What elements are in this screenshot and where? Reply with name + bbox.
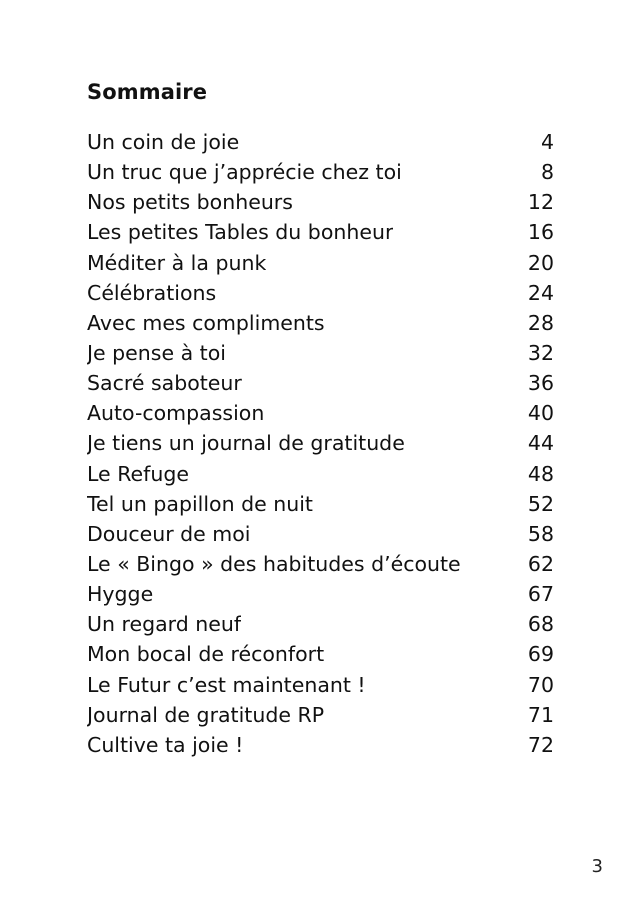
toc-entry-title: Auto-compassion — [87, 401, 265, 426]
toc-entry — [87, 549, 554, 579]
toc-entry-page: 20 — [527, 250, 554, 275]
toc-entry-title: Le Futur c’est maintenant ! — [87, 672, 366, 697]
toc-entry — [87, 519, 554, 549]
toc-entry-page: 58 — [527, 521, 554, 546]
toc-entry-title: Un regard neuf — [87, 612, 242, 637]
page-title: Sommaire — [87, 80, 208, 104]
toc-entry-title: Je tiens un journal de gratitude — [87, 431, 405, 456]
toc-entry-page: 52 — [527, 491, 554, 516]
toc-entry-page: 48 — [527, 461, 554, 486]
toc-entry-page: 69 — [527, 642, 554, 667]
toc-entry — [87, 459, 554, 489]
toc-entry-page: 28 — [527, 310, 554, 335]
table-of-contents — [87, 127, 554, 760]
toc-entry — [87, 579, 554, 609]
toc-entry-page: 67 — [527, 582, 554, 607]
toc-entry-title: Un coin de joie — [87, 130, 240, 154]
toc-entry — [87, 127, 554, 157]
toc-entry-page: 36 — [527, 371, 554, 396]
toc-entry — [87, 489, 554, 519]
toc-entry-page: 4 — [540, 130, 554, 154]
toc-entry-title: Nos petits bonheurs — [87, 190, 293, 215]
toc-entry-page: 32 — [527, 340, 554, 365]
toc-entry-title: Le Refuge — [87, 461, 189, 486]
page-number: 3 — [591, 856, 603, 877]
toc-entry — [87, 278, 554, 308]
toc-entry — [87, 428, 554, 458]
toc-entry-page: 44 — [527, 431, 554, 456]
toc-entry-page: 71 — [527, 702, 554, 727]
toc-entry-title: Mon bocal de réconfort — [87, 642, 325, 667]
toc-entry-title: Douceur de moi — [87, 521, 251, 546]
toc-entry — [87, 157, 554, 187]
toc-entry-title: Cultive ta joie ! — [87, 732, 244, 757]
toc-entry-title: Hygge — [87, 582, 154, 607]
toc-entry-page: 8 — [540, 160, 554, 185]
toc-entry-title: Un truc que j’apprécie chez toi — [87, 160, 402, 185]
toc-entry-page: 62 — [527, 551, 554, 576]
toc-entry-title: Tel un papillon de nuit — [87, 491, 313, 516]
toc-entry-page: 68 — [527, 612, 554, 637]
toc-entry-page: 72 — [527, 732, 554, 757]
toc-entry — [87, 308, 554, 338]
toc-entry-title: Journal de gratitude RP — [87, 702, 325, 727]
toc-entry — [87, 187, 554, 217]
toc-entry-page: 16 — [527, 220, 554, 245]
toc-entry-page: 24 — [527, 280, 554, 305]
toc-entry — [87, 338, 554, 368]
toc-entry-page: 40 — [527, 401, 554, 426]
toc-entry — [87, 609, 554, 639]
toc-entry-page: 70 — [527, 672, 554, 697]
toc-entry — [87, 398, 554, 428]
toc-entry-title: Méditer à la punk — [87, 250, 267, 275]
toc-entry-page: 12 — [527, 190, 554, 215]
toc-entry — [87, 670, 554, 700]
toc-entry — [87, 700, 554, 730]
toc-entry-title: Le « Bingo » des habitudes d’écoute — [87, 551, 461, 576]
toc-entry — [87, 368, 554, 398]
toc-entry — [87, 639, 554, 669]
toc-entry-title: Les petites Tables du bonheur — [87, 220, 394, 245]
toc-entry-title: Je pense à toi — [87, 340, 226, 365]
toc-entry — [87, 248, 554, 278]
toc-entry-title: Avec mes compliments — [87, 310, 325, 335]
toc-entry-title: Sacré saboteur — [87, 371, 242, 396]
toc-entry-title: Célébrations — [87, 280, 217, 305]
toc-entry — [87, 730, 554, 760]
toc-entry — [87, 217, 554, 247]
